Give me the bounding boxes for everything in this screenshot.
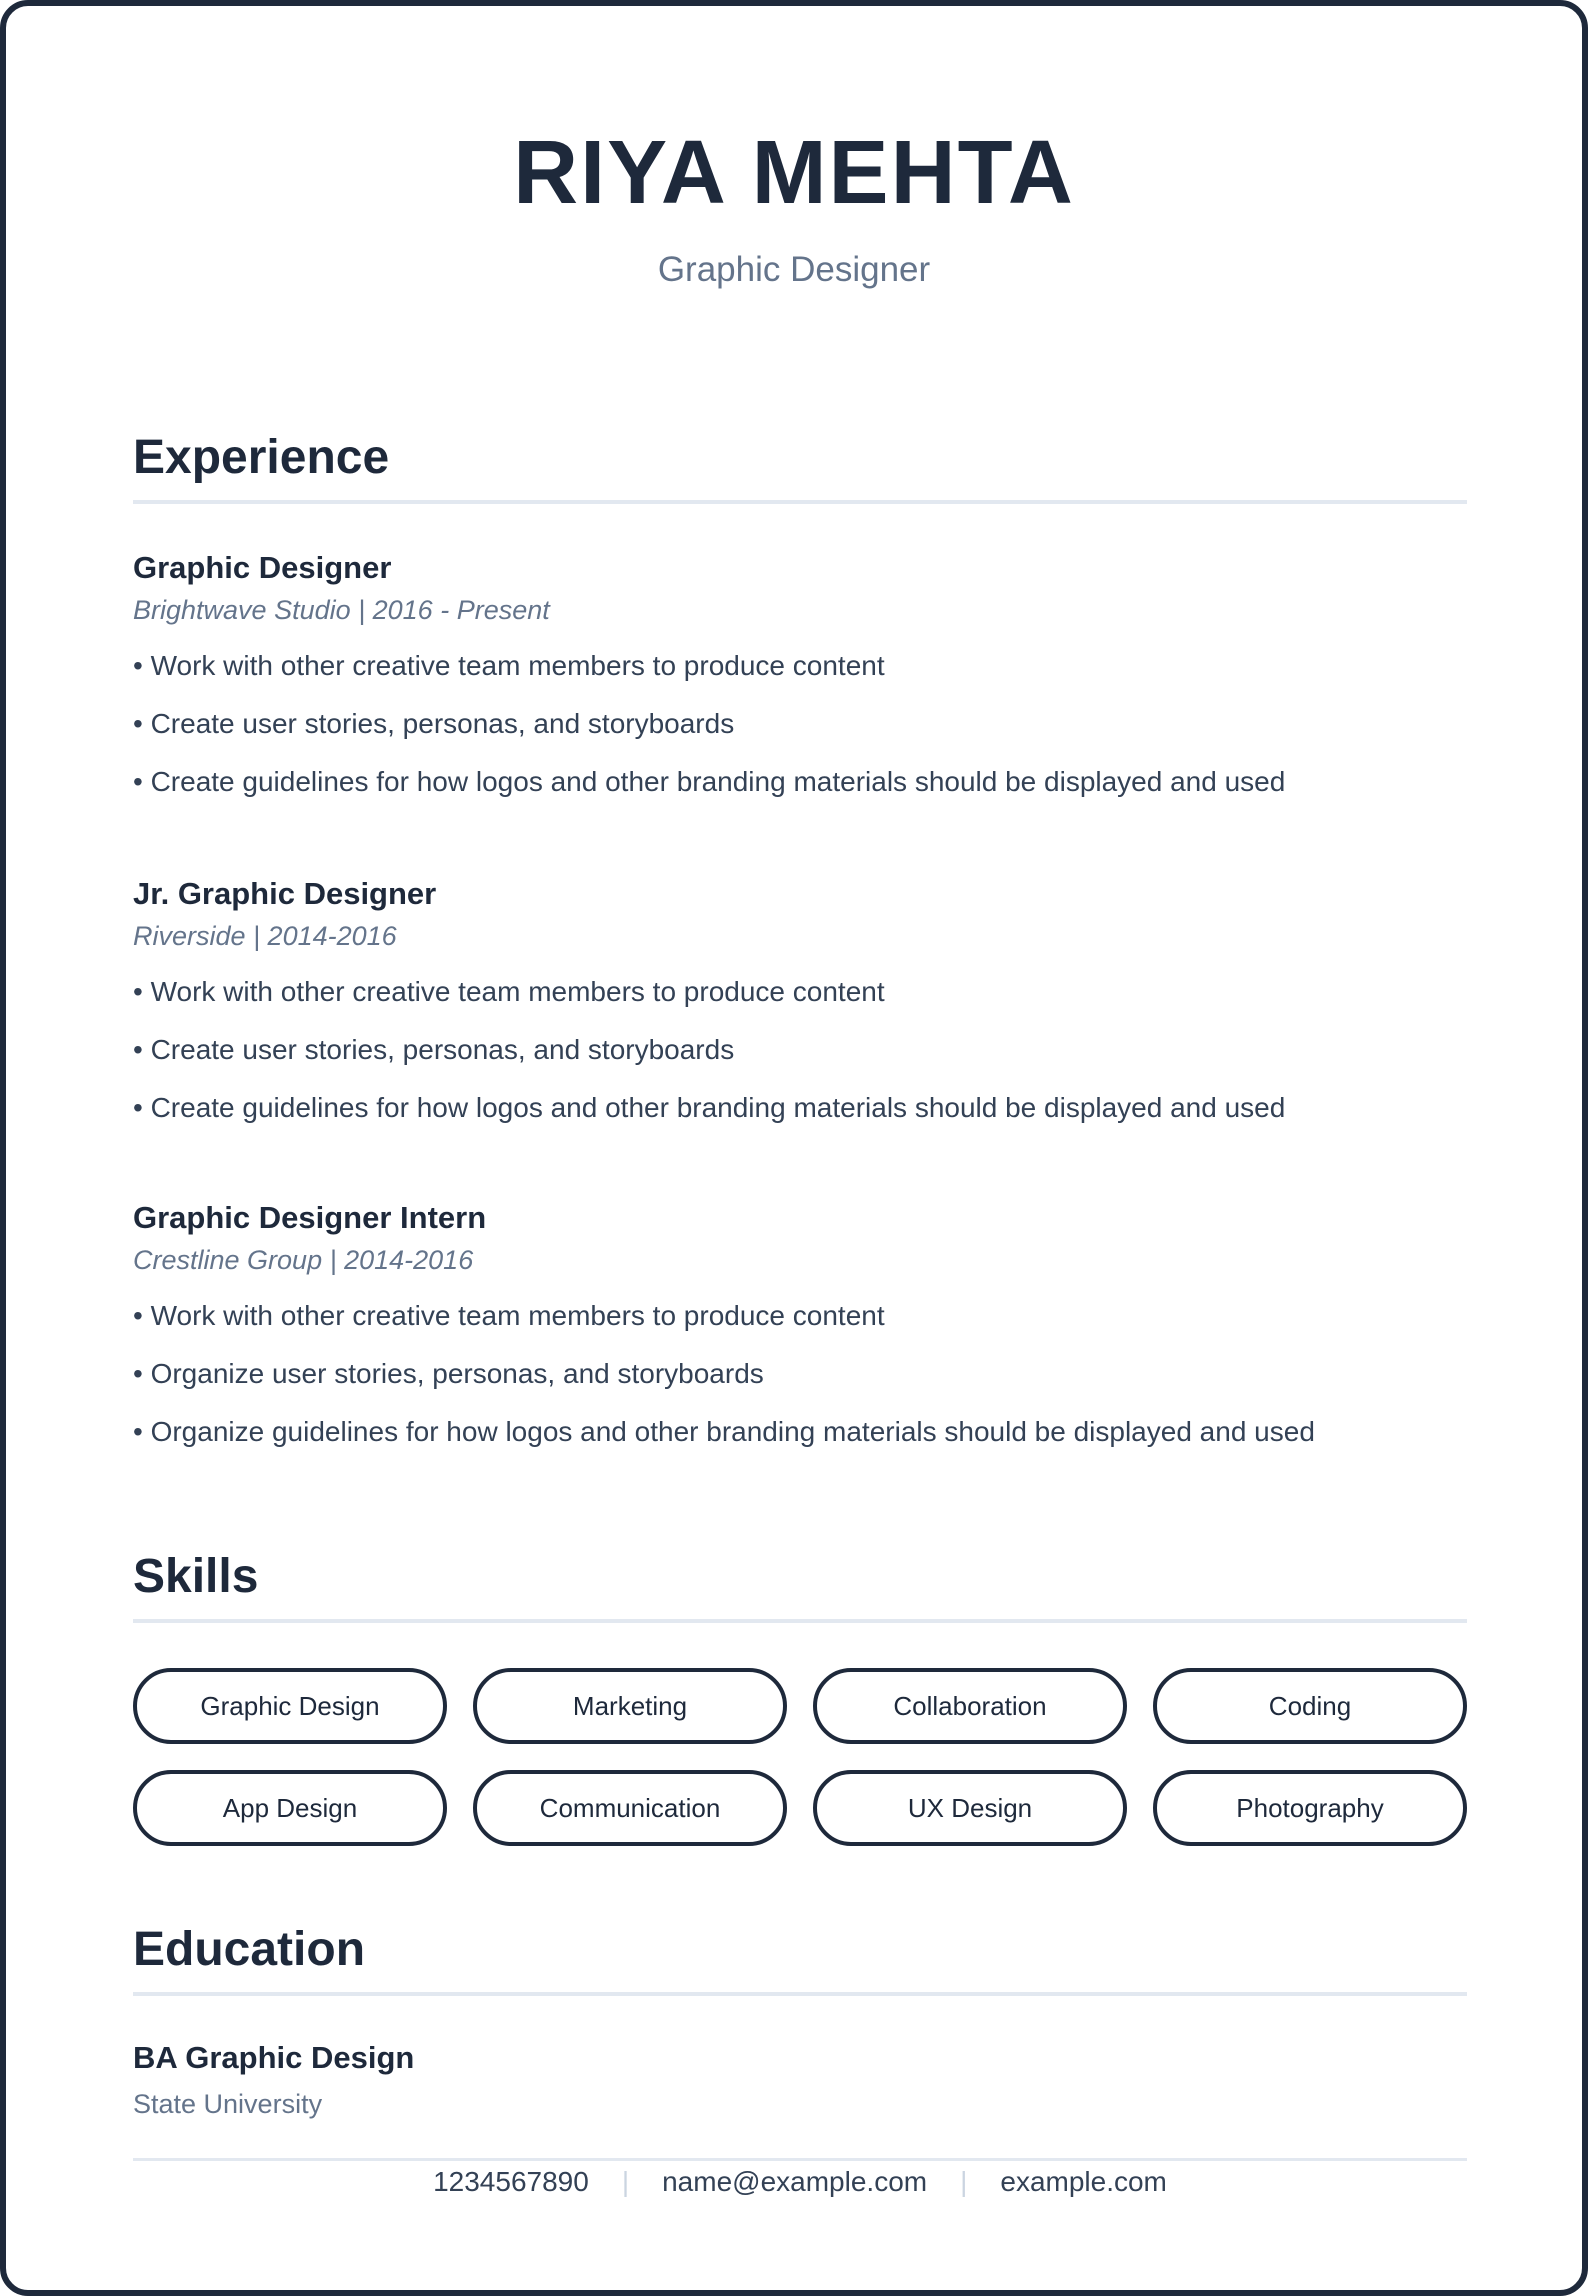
job-bullet: • Create user stories, personas, and storyboards (133, 1034, 735, 1065)
job-bullet: • Work with other creative team members to produce content (133, 976, 885, 1007)
education-entry (133, 2042, 414, 2118)
job-bullets (133, 652, 1467, 796)
education-divider (133, 1992, 1467, 1996)
experience-entry (133, 878, 1467, 1152)
job-title: Jr. Graphic Designer (133, 876, 437, 911)
job-title: Graphic Designer Intern (133, 1200, 487, 1235)
experience-divider (133, 500, 1467, 504)
job-bullet: • Organize guidelines for how logos and other branding materials should be displayed and used (133, 1416, 1315, 1447)
job-bullet: • Create guidelines for how logos and other branding materials should be displayed and used (133, 1092, 1286, 1123)
job-bullet: • Work with other creative team members to produce content (133, 1300, 885, 1331)
skill-chip: Communication (473, 1770, 787, 1846)
contact-bar (133, 2168, 1467, 2196)
job-bullet: • Create user stories, personas, and storyboards (133, 708, 735, 739)
skill-chip: UX Design (813, 1770, 1127, 1846)
skill-chip: App Design (133, 1770, 447, 1846)
job-meta: Crestline Group | 2014-2016 (133, 1245, 474, 1275)
skill-chip: Photography (1153, 1770, 1467, 1846)
job-meta: Riverside | 2014-2016 (133, 921, 397, 951)
contact-email[interactable]: name@example.com (662, 2166, 928, 2197)
job-bullet: • Organize user stories, personas, and storyboards (133, 1358, 764, 1389)
job-bullets (133, 1302, 1467, 1446)
candidate-name: RIYA MEHTA (513, 123, 1075, 223)
skills-heading: Skills (133, 1550, 259, 1603)
degree: BA Graphic Design (133, 2040, 415, 2075)
experience-entry (133, 552, 1467, 826)
skill-chip: Collaboration (813, 1668, 1127, 1744)
contact-phone: 1234567890 (433, 2166, 589, 2197)
job-bullet: • Work with other creative team members to produce content (133, 650, 885, 681)
experience-heading: Experience (133, 431, 390, 484)
skills-grid (133, 1668, 1467, 1846)
contact-separator: | (621, 2166, 630, 2197)
education-heading: Education (133, 1923, 366, 1976)
contact-website[interactable]: example.com (1000, 2166, 1167, 2197)
skill-chip: Marketing (473, 1668, 787, 1744)
contact-separator: | (960, 2166, 968, 2197)
experience-entry (133, 1202, 1467, 1476)
job-bullets (133, 978, 1467, 1122)
candidate-title: Graphic Designer (657, 250, 931, 289)
resume-header (6, 123, 1582, 289)
job-bullet: • Create guidelines for how logos and other branding materials should be displayed and used (133, 766, 1286, 797)
school: State University (133, 2089, 323, 2119)
job-title: Graphic Designer (133, 550, 392, 585)
skill-chip: Coding (1153, 1668, 1467, 1744)
job-meta: Brightwave Studio | 2016 - Present (133, 595, 550, 625)
footer-divider (133, 2158, 1467, 2161)
skills-divider (133, 1619, 1467, 1623)
skill-chip: Graphic Design (133, 1668, 447, 1744)
